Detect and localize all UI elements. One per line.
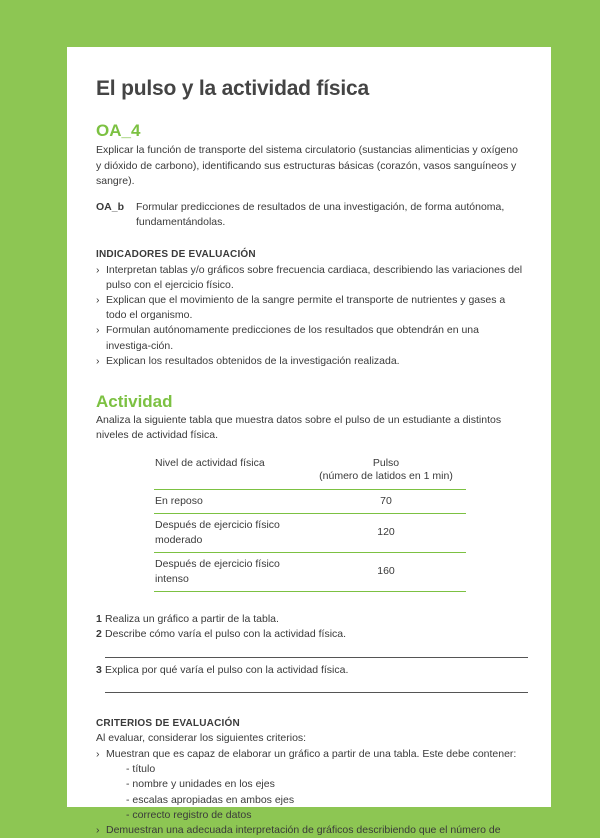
- criterios-intro: Al evaluar, considerar los siguientes criterios:: [96, 732, 307, 745]
- table-cell-nivel: Después de ejercicio físico intenso: [154, 552, 305, 591]
- list-item: › Explican que el movimiento de la sangre permite el transporte de nutrientes y gases a todo el organismo.: [96, 293, 506, 322]
- pulse-table: [154, 454, 466, 592]
- table-cell-pulso: 160: [305, 552, 466, 591]
- oa-sub-objective: [96, 200, 526, 231]
- oa-description: Explicar la función de transporte del sistema circulatorio (sustancias alimenticias y oxígeno y dióxido de carbono), identificando sus estructuras básicas (corazón, vasos sanguíneos y sangre).: [96, 144, 518, 187]
- list-item: › Explican los resultados obtenidos de la investigación realizada.: [96, 354, 526, 369]
- oa-sub-text: Formular predicciones de resultados de una investigación, de forma autónoma, fundamentándolas.: [136, 200, 505, 228]
- bullet-marker-icon: ›: [96, 293, 100, 306]
- table-header-nivel: Nivel de actividad física: [154, 454, 305, 490]
- indicadores-list: [96, 263, 526, 369]
- table-row: [154, 489, 466, 513]
- answer-line[interactable]: [105, 657, 528, 658]
- bullet-marker-icon: ›: [96, 324, 100, 337]
- bullet-marker-icon: ›: [96, 354, 100, 367]
- table-cell-pulso: 120: [305, 513, 466, 552]
- list-item: › Interpretan tablas y/o gráficos sobre frecuencia cardiaca, describiendo las variaciones del pulso con el ejercicio físico.: [96, 263, 523, 291]
- actividad-intro: Analiza la siguiente tabla que muestra datos sobre el pulso de un estudiante a distintos niveles de actividad física.: [96, 413, 502, 442]
- bullet-marker-icon: ›: [96, 823, 100, 836]
- oa-heading: OA_4: [96, 121, 141, 140]
- indicadores-heading: INDICADORES DE EVALUACIÓN: [96, 248, 256, 260]
- list-item: - título: [126, 763, 156, 776]
- actividad-heading: Actividad: [96, 391, 173, 411]
- page-title: El pulso y la actividad física: [96, 77, 369, 100]
- bullet-marker-icon: ›: [96, 263, 100, 276]
- question-item: 2 Describe cómo varía el pulso con la actividad física.: [96, 628, 347, 641]
- criterios-sublist: [106, 762, 526, 823]
- table-cell-nivel: Después de ejercicio físico moderado: [154, 513, 305, 552]
- list-item: - correcto registro de datos: [126, 808, 252, 821]
- list-item: › Demuestran una adecuada interpretación de gráficos describiendo que el número de: [96, 823, 526, 838]
- question-item: 1 Realiza un gráfico a partir de la tabla.: [96, 612, 279, 625]
- list-item: › Muestran que es capaz de elaborar un gráfico a partir de una tabla. Este debe contener: - título - nombre y unidades en los ejes - escalas apropiadas en ambos ejes - correcto registro de datos: [96, 747, 526, 823]
- oa-sub-code: OA_b: [96, 200, 125, 213]
- table-cell-pulso: 70: [305, 489, 466, 513]
- worksheet-page: [67, 47, 551, 836]
- table-row: [154, 552, 466, 591]
- answer-line[interactable]: [105, 692, 528, 693]
- criterios-list: [96, 747, 526, 838]
- list-item: - escalas apropiadas en ambos ejes: [126, 793, 295, 806]
- question-item: 3 Explica por qué varía el pulso con la actividad física.: [96, 663, 349, 676]
- list-item: › Formulan autónomamente predicciones de los resultados que obtendrán en una investiga-ción.: [96, 324, 479, 352]
- table-row: [154, 513, 466, 552]
- list-item: - nombre y unidades en los ejes: [126, 778, 275, 791]
- table-header-pulso: Pulso (número de latidos en 1 min): [305, 454, 466, 490]
- table-cell-nivel: En reposo: [154, 489, 305, 513]
- bullet-marker-icon: ›: [96, 747, 100, 760]
- questions: [96, 612, 526, 694]
- criterios-heading: CRITERIOS DE EVALUACIÓN: [96, 718, 240, 730]
